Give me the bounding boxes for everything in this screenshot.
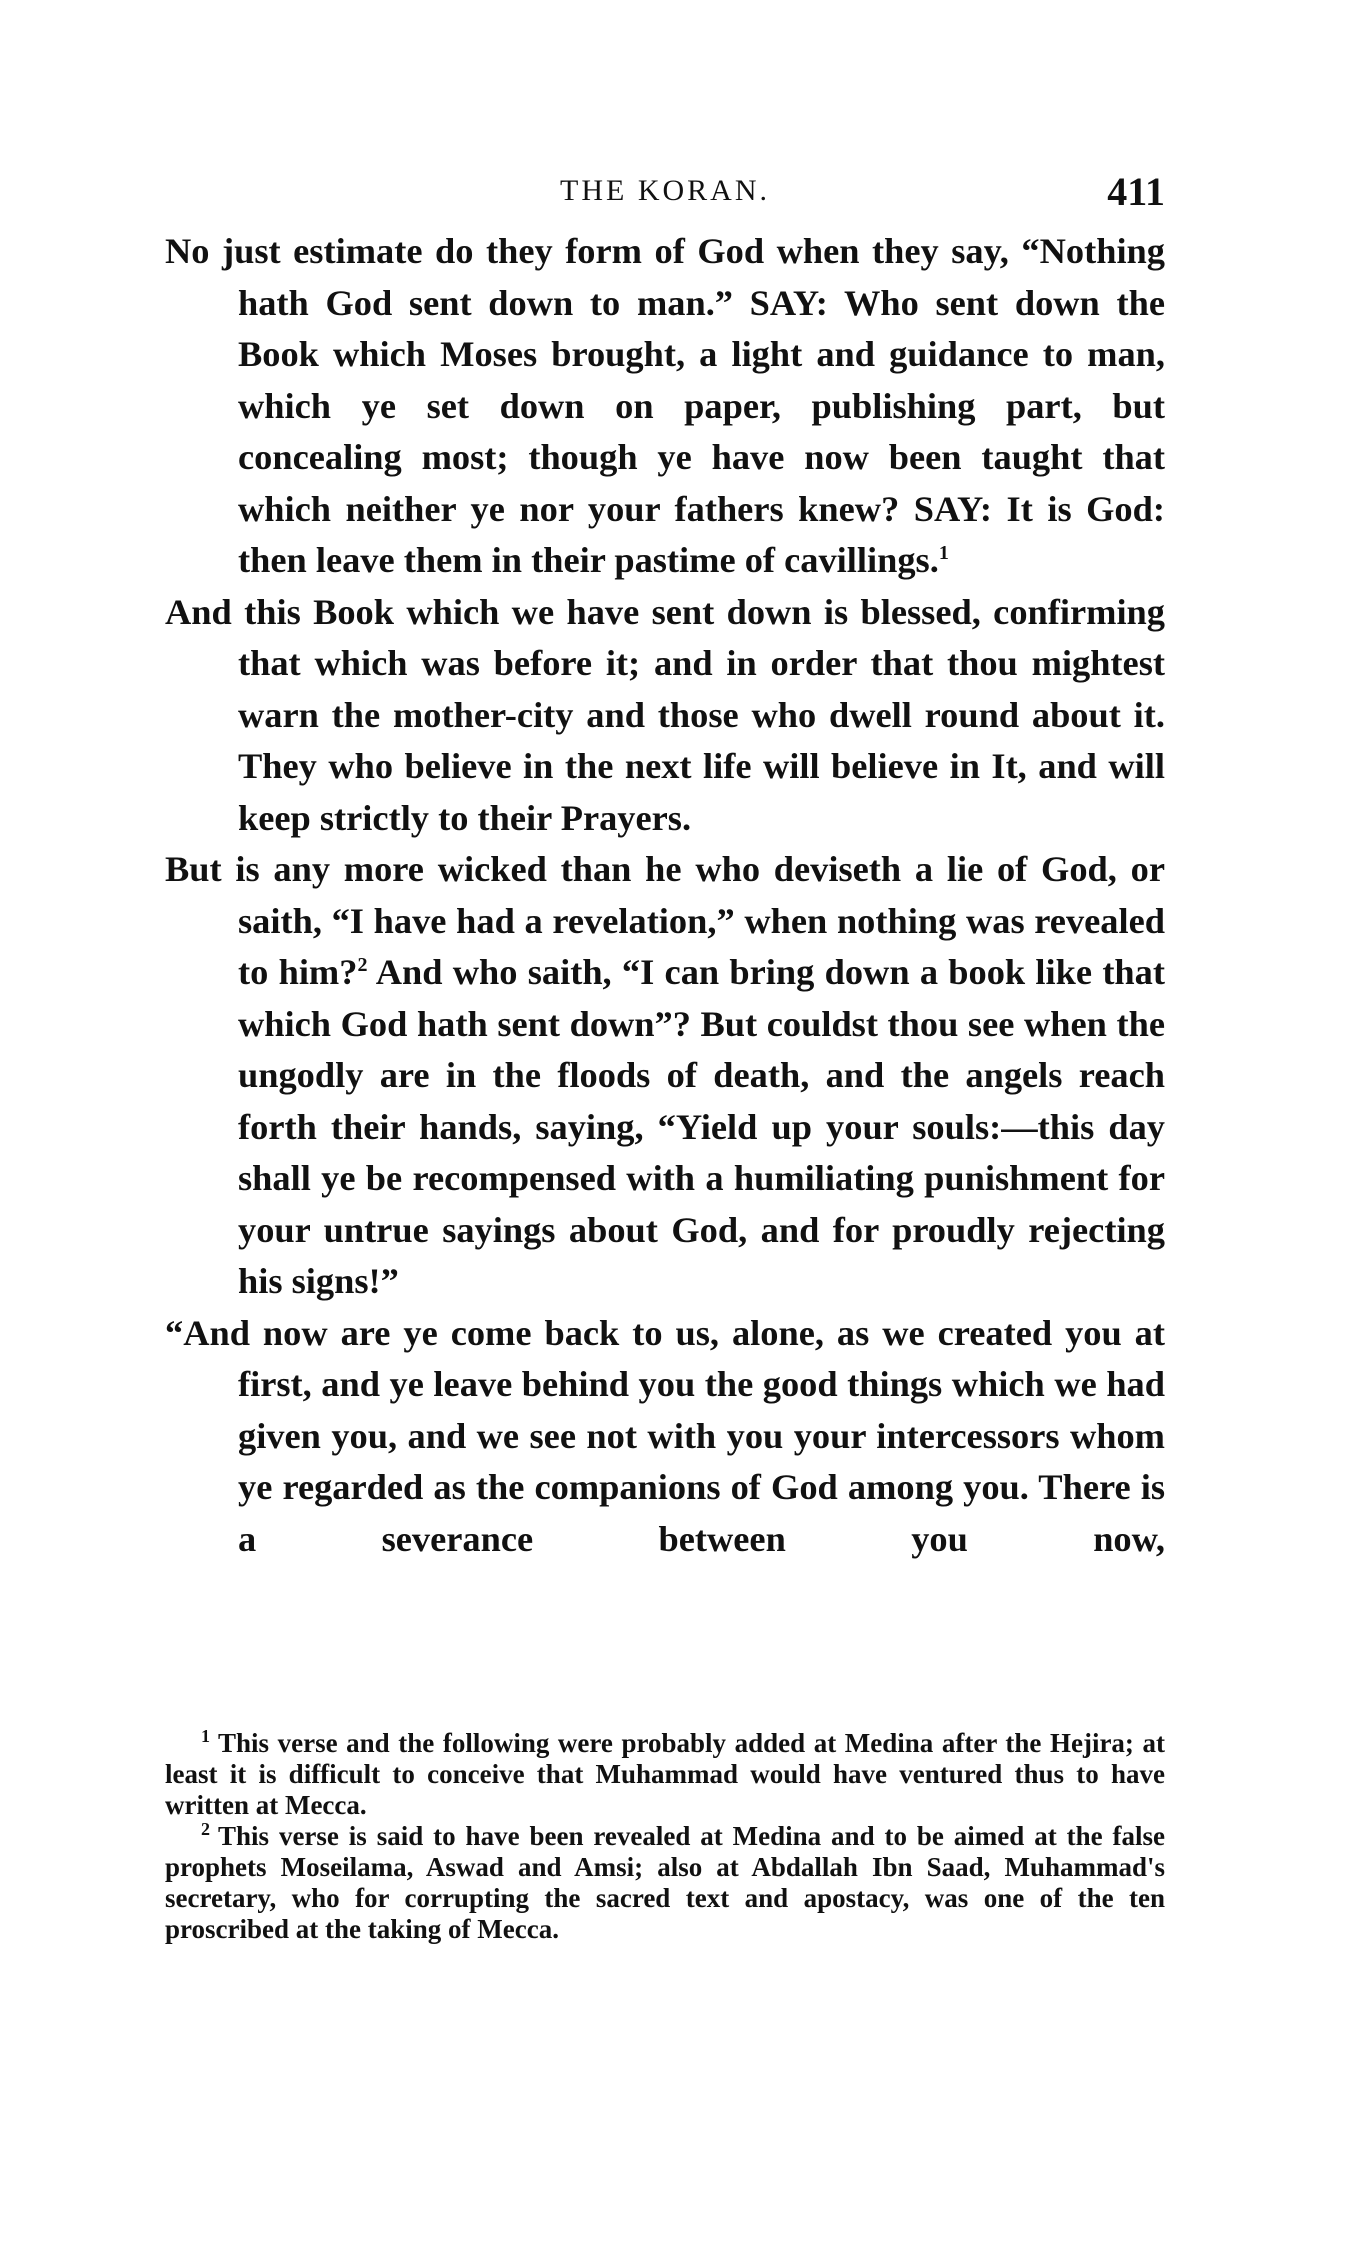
verse-text: No just estimate do they form of God when they say, “Nothing hath God sent down to man.” SAY: Who sent down the Book which Moses brought, a light and guidance to man, which ye set down on paper, publishing part, but concealing most; though ye have now been taught that which neither ye nor your fathers knew? SAY: It is God: then leave them in their pastime of cavillings. [165,231,1165,580]
footnote-mark: 2 [201,1819,210,1839]
verse-text: And who saith, “I can bring down a book like that which God hath sent down”? But couldst thou see when the ungodly are in the floods of death, and the angels reach forth their hands, saying, “Yield up your souls:—this day shall ye be recompensed with a humiliating punishment for your untrue sayings about God, and for proudly rejecting his signs!” [238,952,1165,1301]
footnote-mark: 1 [201,1726,210,1746]
verse-paragraph [165,587,1165,845]
page-header [165,168,1165,228]
footnote-text: This verse is said to have been revealed at Medina and to be aimed at the false prophets Moseilama, Aswad and Amsi; also at Abdallah Ibn Saad, Muhammad's secretary, who for corrupting the sacred text and apostacy, was one of the ten proscribed at the taking of Mecca. [165,1821,1165,1944]
verse-text: But is any more wicked than he who deviseth a lie of God, or saith, “I have had a revelation,” when nothing was revealed to him? [165,849,1165,992]
page-number: 411 [1107,169,1165,214]
footnote-text: This verse and the following were probably added at Medina after the Hejira; at least it is difficult to conceive that Muhammad would have ventured thus to have written at Mecca. [165,1728,1165,1820]
verse-paragraph [165,844,1165,1308]
footnotes [165,1728,1165,1945]
verse-paragraph [165,1308,1165,1566]
verse-block [165,226,1165,1565]
footnote-reference: 2 [357,953,368,976]
footnote-reference: 1 [938,541,949,564]
running-title: THE KORAN. [560,174,770,207]
verse-text: “And now are ye come back to us, alone, as we created you at first, and ye leave behind you the good things which we had given you, and we see not with you your intercessors whom ye regarded as the companions of God among you. There is a severance between you now, [165,1312,1165,1559]
footnote [165,1821,1165,1945]
verse-text: And this Book which we have sent down is blessed, confirming that which was before it; and in order that thou mightest warn the mother-city and those who dwell round about it. They who believe in the next life will believe in It, and will keep strictly to their Prayers. [165,591,1165,838]
verse-paragraph [165,226,1165,587]
footnote [165,1728,1165,1821]
